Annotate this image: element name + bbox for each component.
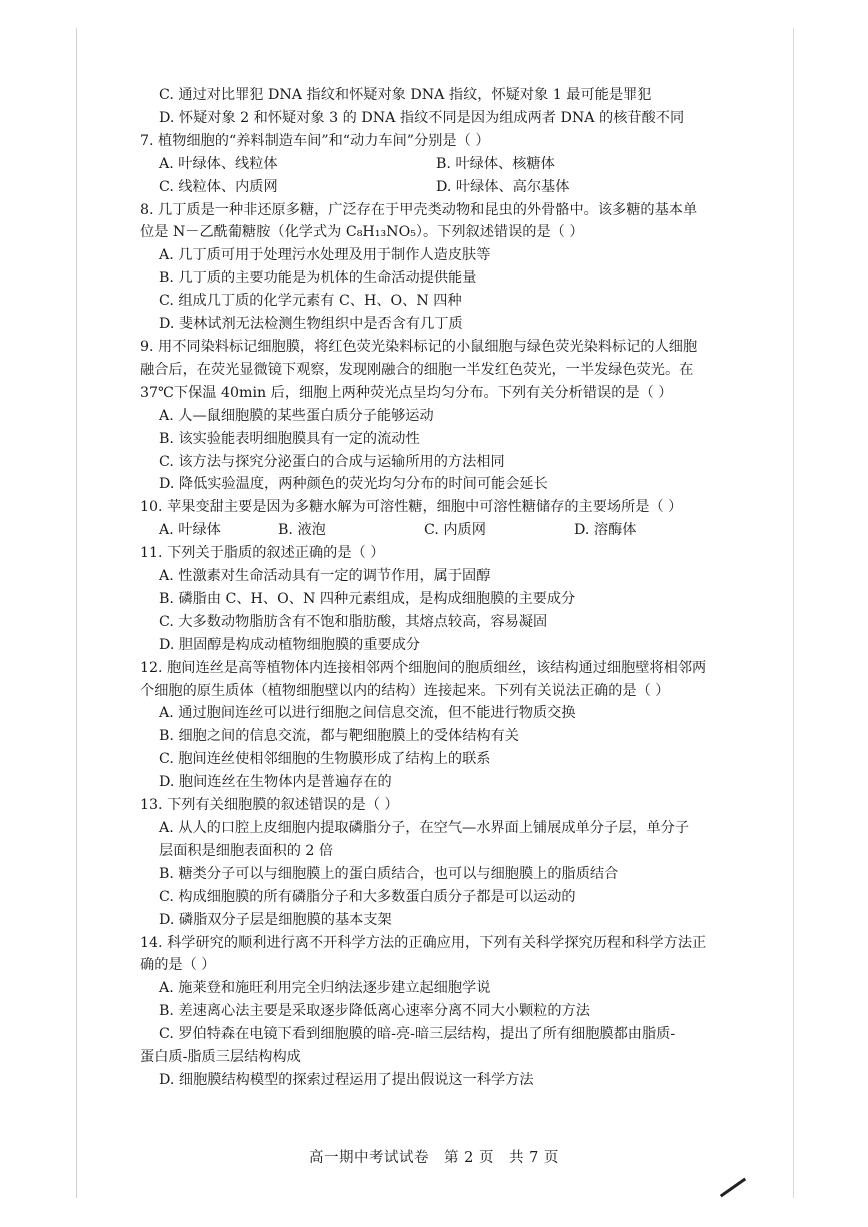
question-10: 10. 苹果变甜主要是因为多糖水解为可溶性糖，细胞中可溶性糖储存的主要场所是（ ） bbox=[140, 499, 683, 516]
option-line: B. 细胞之间的信息交流，都与靶细胞膜上的受体结构有关 bbox=[159, 728, 519, 745]
question-9-cont: 融合后，在荧光显微镜下观察，发现刚融合的细胞一半发红色荧光，一半发绿色荧光。在 bbox=[140, 361, 694, 378]
option-line: B. 几丁质的主要功能是为机体的生命活动提供能量 bbox=[159, 270, 477, 287]
option-line: D. 斐林试剂无法检测生物组织中是否含有几丁质 bbox=[159, 316, 463, 333]
question-14: 14. 科学研究的顺利进行离不开科学方法的正确应用，下列有关科学探究历程和科学方法正 bbox=[140, 934, 707, 951]
option-line: C. 通过对比罪犯 DNA 指纹和怀疑对象 DNA 指纹，怀疑对象 1 最可能是罪犯 bbox=[159, 87, 652, 103]
option-line: A. 性激素对生命活动具有一定的调节作用，属于固醇 bbox=[159, 568, 491, 585]
option-line: B. 叶绿体、核糖体 bbox=[436, 155, 555, 172]
option-line: C. 胞间连丝使相邻细胞的生物膜形成了结构上的联系 bbox=[159, 751, 491, 768]
option-line: C. 内质网 bbox=[424, 522, 486, 539]
option-line: C. 构成细胞膜的所有磷脂分子和大多数蛋白质分子都是可以运动的 bbox=[159, 888, 576, 905]
option-line: B. 该实验能表明细胞膜具有一定的流动性 bbox=[159, 430, 420, 447]
option-line: C. 该方法与探究分泌蛋白的合成与运输所用的方法相同 bbox=[159, 453, 505, 470]
option-line: A. 通过胞间连丝可以进行细胞之间信息交流，但不能进行物质交换 bbox=[159, 705, 576, 722]
option-line: A. 施莱登和施旺利用完全归纳法逐步建立起细胞学说 bbox=[159, 980, 491, 997]
option-line: C. 线粒体、内质网 bbox=[159, 178, 278, 195]
option-line: D. 降低实验温度，两种颜色的荧光均匀分布的时间可能会延长 bbox=[159, 476, 548, 493]
option-line-cont: 蛋白质-脂质三层结构构成 bbox=[140, 1049, 301, 1066]
exam-content bbox=[140, 84, 755, 1092]
option-line: D. 怀疑对象 2 和怀疑对象 3 的 DNA 指纹不同是因为组成两者 DNA 的核苷酸不同 bbox=[159, 109, 685, 126]
option-line: A. 几丁质可用于处理污水处理及用于制作人造皮肤等 bbox=[159, 247, 491, 264]
question-9: 9. 用不同染料标记细胞膜，将红色荧光染料标记的小鼠细胞与绿色荧光染料标记的人细胞 bbox=[140, 338, 698, 355]
question-12-cont: 个细胞的原生质体（植物细胞壁以内的结构）连接起来。下列有关说法正确的是（ ） bbox=[140, 682, 670, 699]
option-line: A. 叶绿体、线粒体 bbox=[159, 155, 278, 172]
question-14-cont: 确的是（ ） bbox=[140, 957, 216, 974]
option-line: B. 差速离心法主要是采取逐步降低离心速率分离不同大小颗粒的方法 bbox=[159, 1003, 590, 1020]
question-13: 13. 下列有关细胞膜的叙述错误的是（ ） bbox=[140, 797, 399, 814]
option-line: D. 细胞膜结构模型的探索过程运用了提出假说这一科学方法 bbox=[159, 1071, 534, 1088]
option-line: B. 糖类分子可以与细胞膜上的蛋白质结合，也可以与细胞膜上的脂质结合 bbox=[159, 865, 619, 882]
option-line: B. 磷脂由 C、H、O、N 四种元素组成，是构成细胞膜的主要成分 bbox=[159, 590, 576, 607]
option-line: C. 组成几丁质的化学元素有 C、H、O、N 四种 bbox=[159, 293, 462, 310]
option-row bbox=[140, 153, 755, 176]
option-line: A. 从人的口腔上皮细胞内提取磷脂分子，在空气—水界面上铺展成单分子层，单分子 bbox=[159, 820, 690, 836]
option-row bbox=[140, 176, 755, 199]
option-line: D. 叶绿体、高尔基体 bbox=[436, 178, 570, 195]
question-9-cont: 37℃下保温 40min 后，细胞上两种荧光点呈均匀分布。下列有关分析错误的是（ ） bbox=[140, 384, 673, 401]
option-line: D. 溶酶体 bbox=[574, 522, 637, 539]
question-8-cont: 位是 N－乙酰葡糖胺（化学式为 C₈H₁₃NO₅）。下列叙述错误的是（ ） bbox=[140, 224, 584, 241]
page-footer: 高一期中考试试卷 第 2 页 共 7 页 bbox=[309, 1150, 559, 1166]
option-line: D. 胆固醇是构成动植物细胞膜的重要成分 bbox=[159, 636, 421, 653]
option-line: D. 磷脂双分子层是细胞膜的基本支架 bbox=[159, 911, 392, 928]
option-line: A. 人—鼠细胞膜的某些蛋白质分子能够运动 bbox=[159, 407, 434, 424]
question-12: 12. 胞间连丝是高等植物体内连接相邻两个细胞间的胞质细丝，该结构通过细胞壁将相邻两 bbox=[140, 659, 707, 676]
option-line: B. 液泡 bbox=[278, 522, 326, 539]
question-7: 7. 植物细胞的“养料制造车间”和“动力车间”分别是（ ） bbox=[140, 132, 490, 149]
option-line: A. 叶绿体 bbox=[159, 522, 221, 539]
question-8: 8. 几丁质是一种非还原多糖，广泛存在于甲壳类动物和昆虫的外骨骼中。该多糖的基本单 bbox=[140, 201, 698, 218]
question-11: 11. 下列关于脂质的叙述正确的是（ ） bbox=[140, 545, 385, 562]
option-line: D. 胞间连丝在生物体内是普遍存在的 bbox=[159, 774, 392, 791]
option-line: C. 大多数动物脂肪含有不饱和脂肪酸，其熔点较高，容易凝固 bbox=[159, 613, 548, 630]
option-line: C. 罗伯特森在电镜下看到细胞膜的暗-亮-暗三层结构，提出了所有细胞膜都由脂质- bbox=[159, 1026, 676, 1043]
option-row bbox=[140, 519, 755, 542]
option-line-cont: 层面积是细胞表面积的 2 倍 bbox=[159, 842, 334, 859]
